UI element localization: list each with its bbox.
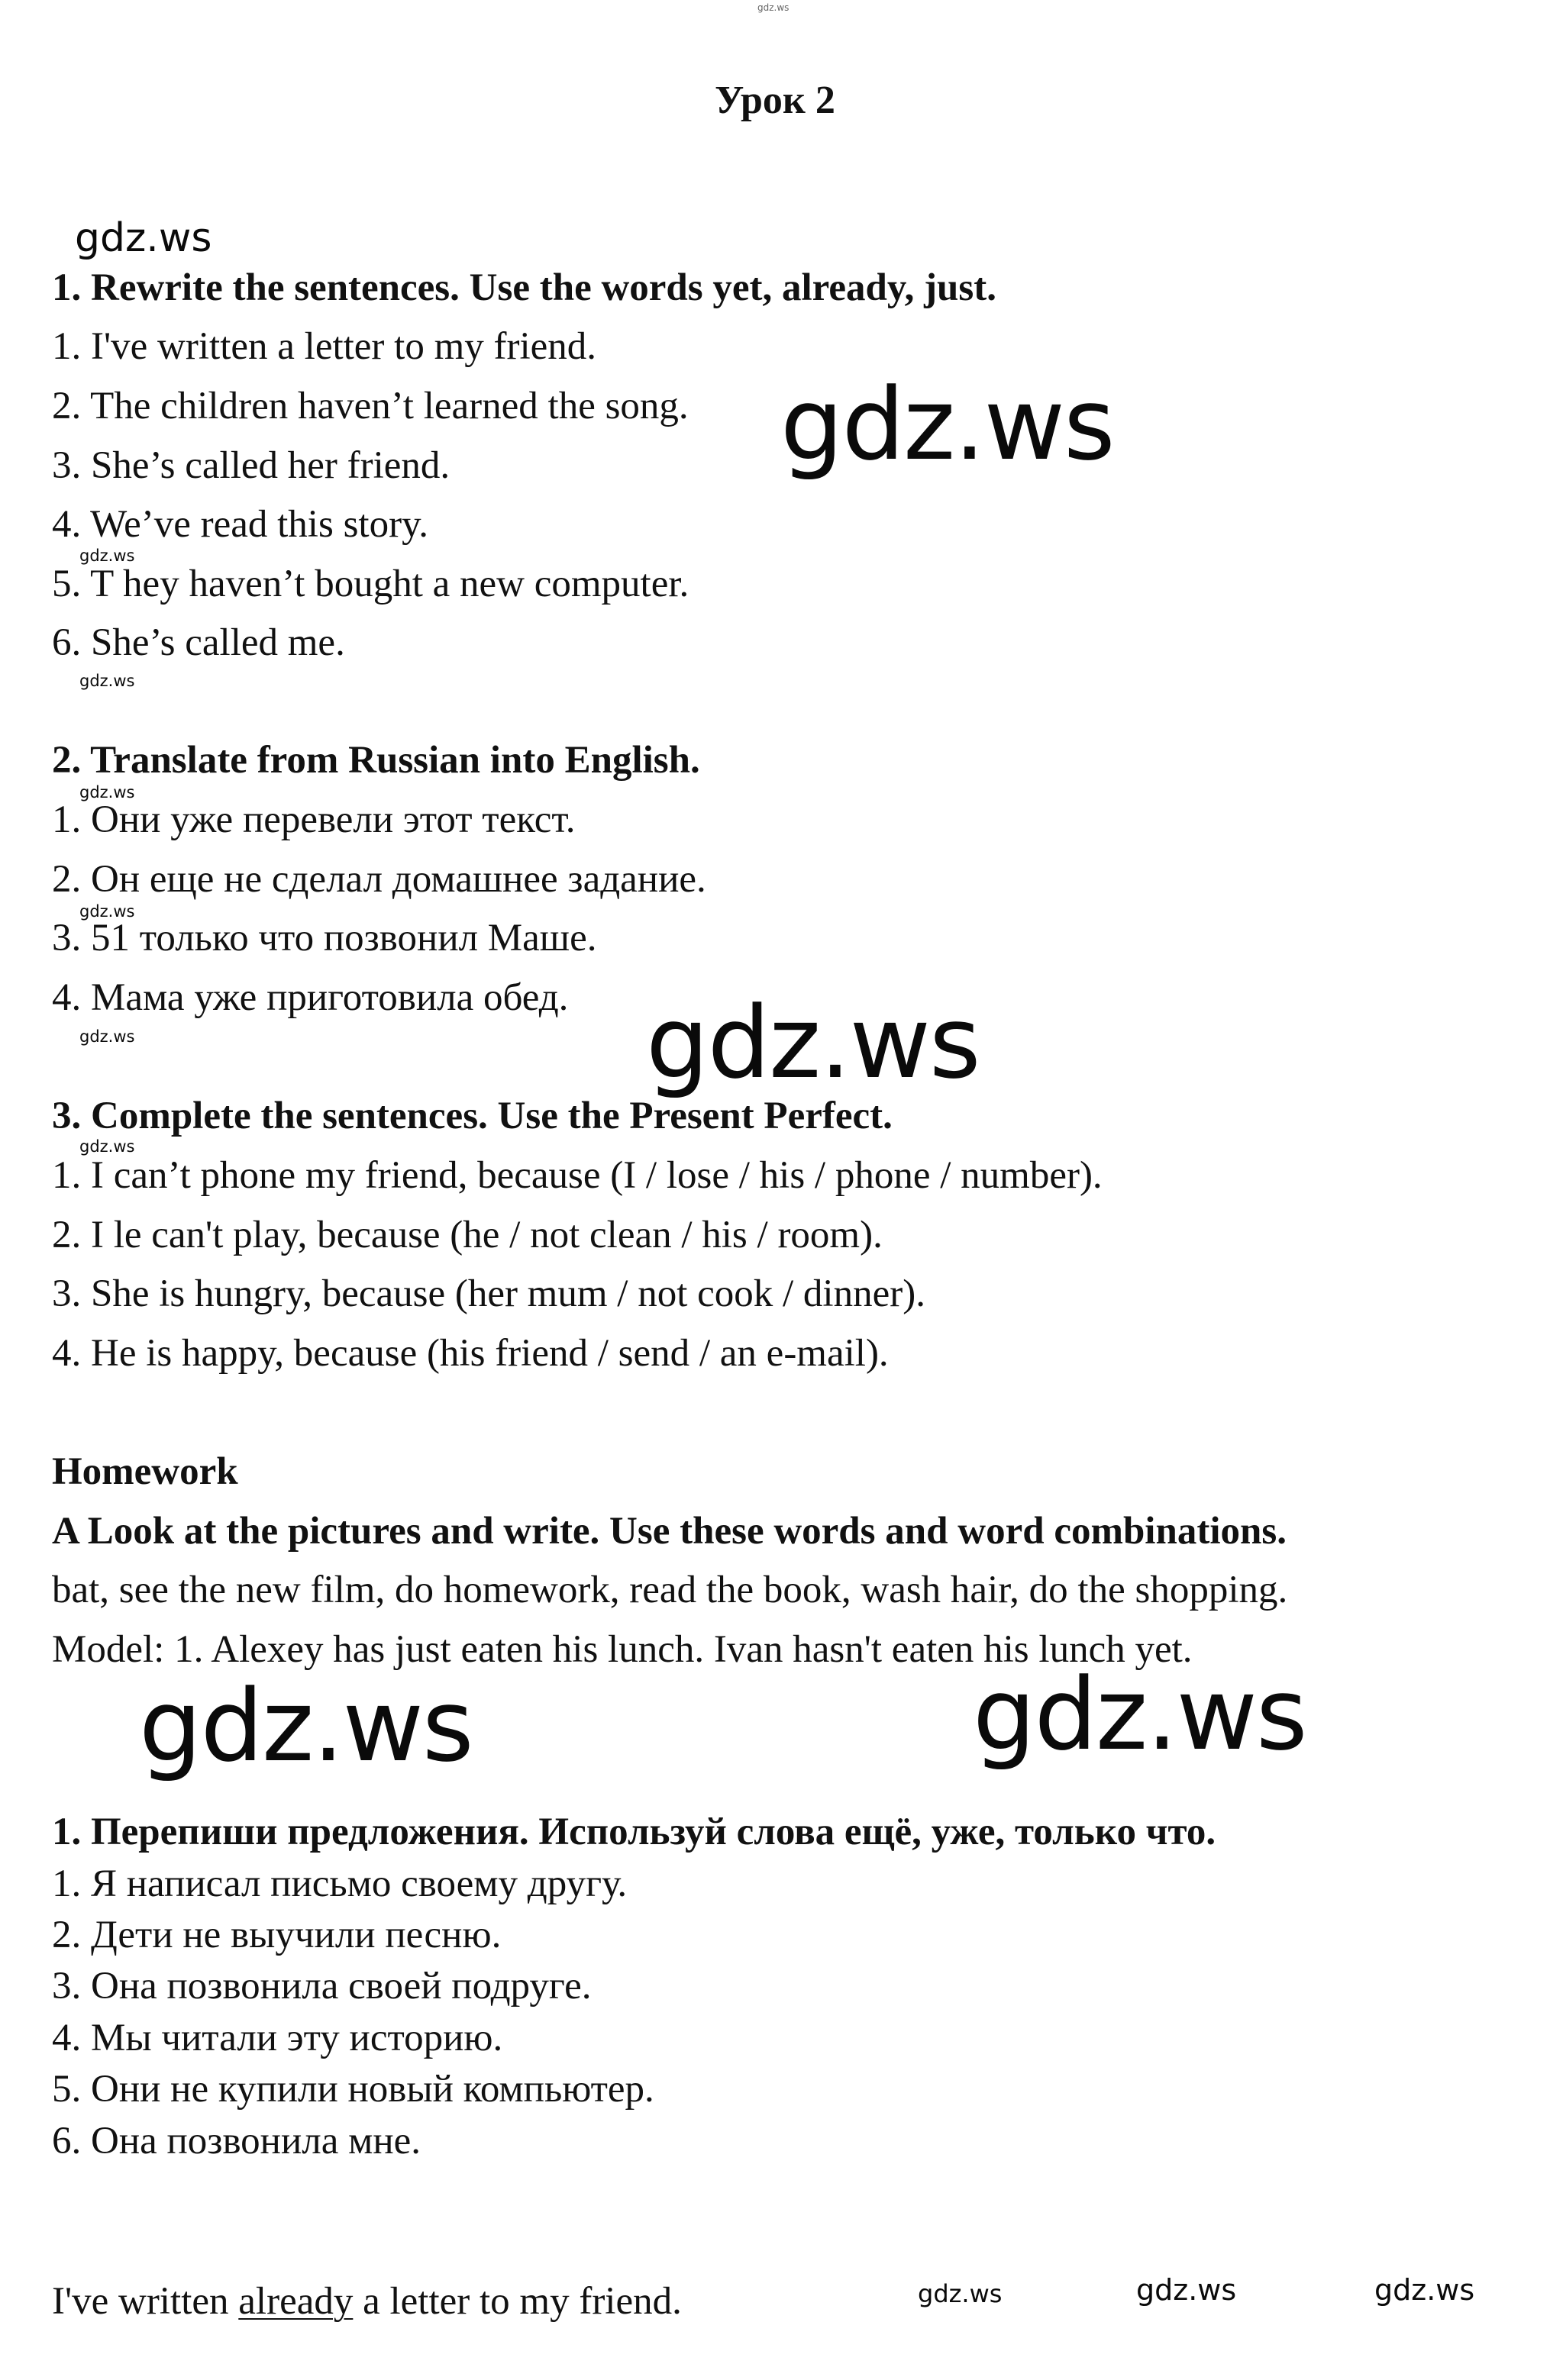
section2-item-1: 1. Они уже перевели этот текст. [52, 798, 576, 841]
watermark-small-4: gdz.ws [79, 902, 135, 921]
answer-underlined-word: already [238, 2280, 354, 2323]
section1-item-6: 6. She’s called me. [52, 621, 345, 664]
watermark-large-2: gdz.ws [646, 985, 980, 1101]
section3-heading: 3. Complete the sentences. Use the Present Perfect. [52, 1095, 893, 1137]
watermark-small-3: gdz.ws [79, 783, 135, 801]
section2-item-3: 3. 51 только что позвонил Маше. [52, 917, 597, 959]
section1-item-5: 5. T hey haven’t bought a new computer. [52, 563, 689, 605]
translation-heading: 1. Перепиши предложения. Используй слова ещё, уже, только что. [52, 1811, 1216, 1853]
watermark-top-tiny: gdz.ws [757, 2, 790, 13]
section2-item-4: 4. Мама уже приготовила обед. [52, 976, 569, 1019]
section3-item-2: 2. I le can't play, because (he / not clean / his / room). [52, 1214, 883, 1256]
section1-item-4: 4. We’ve read this story. [52, 503, 429, 546]
section1-heading: 1. Rewrite the sentences. Use the words yet, already, just. [52, 266, 996, 309]
page-title: Урок 2 [715, 79, 835, 122]
watermark-footer-1: gdz.ws [918, 2279, 1003, 2308]
answer-after: a letter to my friend. [353, 2280, 682, 2323]
section3-item-1: 1. I can’t phone my friend, because (I / lose / his / phone / number). [52, 1154, 1103, 1197]
section1-item-2: 2. The children haven’t learned the song. [52, 385, 689, 427]
watermark-small-5: gdz.ws [79, 1027, 135, 1046]
watermark-small-2: gdz.ws [79, 672, 135, 690]
homework-model: Model: 1. Alexey has just eaten his lunch. Ivan hasn't eaten his lunch yet. [52, 1628, 1193, 1671]
section1-item-1: 1. I've written a letter to my friend. [52, 325, 597, 368]
translation-item-4: 4. Мы читали эту историю. [52, 2017, 503, 2059]
answer-before: I've written [52, 2280, 239, 2323]
homework-words: bat, see the new film, do homework, read the book, wash hair, do the shopping. [52, 1569, 1288, 1611]
translation-item-1: 1. Я написал письмо своему другу. [52, 1862, 628, 1905]
section3-item-4: 4. He is happy, because (his friend / send / an e-mail). [52, 1332, 889, 1375]
watermark-footer-3: gdz.ws [1374, 2273, 1475, 2307]
answer-line [52, 2278, 682, 2325]
watermark-small-6: gdz.ws [79, 1137, 135, 1156]
translation-item-3: 3. Она позвонила своей подруге. [52, 1965, 592, 2008]
watermark-large-1: gdz.ws [780, 366, 1114, 482]
translation-item-2: 2. Дети не выучили песню. [52, 1914, 502, 1956]
section3-item-3: 3. She is hungry, because (her mum / not cook / dinner). [52, 1272, 925, 1315]
watermark-small-1: gdz.ws [79, 547, 135, 565]
watermark-header: gdz.ws [75, 215, 212, 261]
watermark-large-3: gdz.ws [139, 1668, 473, 1784]
translation-item-6: 6. Она позвонила мне. [52, 2120, 421, 2162]
section1-item-3: 3. She’s called her friend. [52, 444, 450, 487]
watermark-large-4: gdz.ws [973, 1656, 1306, 1772]
homework-heading: Homework [52, 1450, 238, 1493]
translation-item-5: 5. Они не купили новый компьютер. [52, 2068, 654, 2111]
section2-item-2: 2. Он еще не сделал домашнее задание. [52, 858, 706, 901]
homework-task-heading: A Look at the pictures and write. Use these words and word combinations. [52, 1510, 1287, 1553]
watermark-footer-2: gdz.ws [1136, 2273, 1237, 2307]
section2-heading: 2. Translate from Russian into English. [52, 739, 700, 782]
